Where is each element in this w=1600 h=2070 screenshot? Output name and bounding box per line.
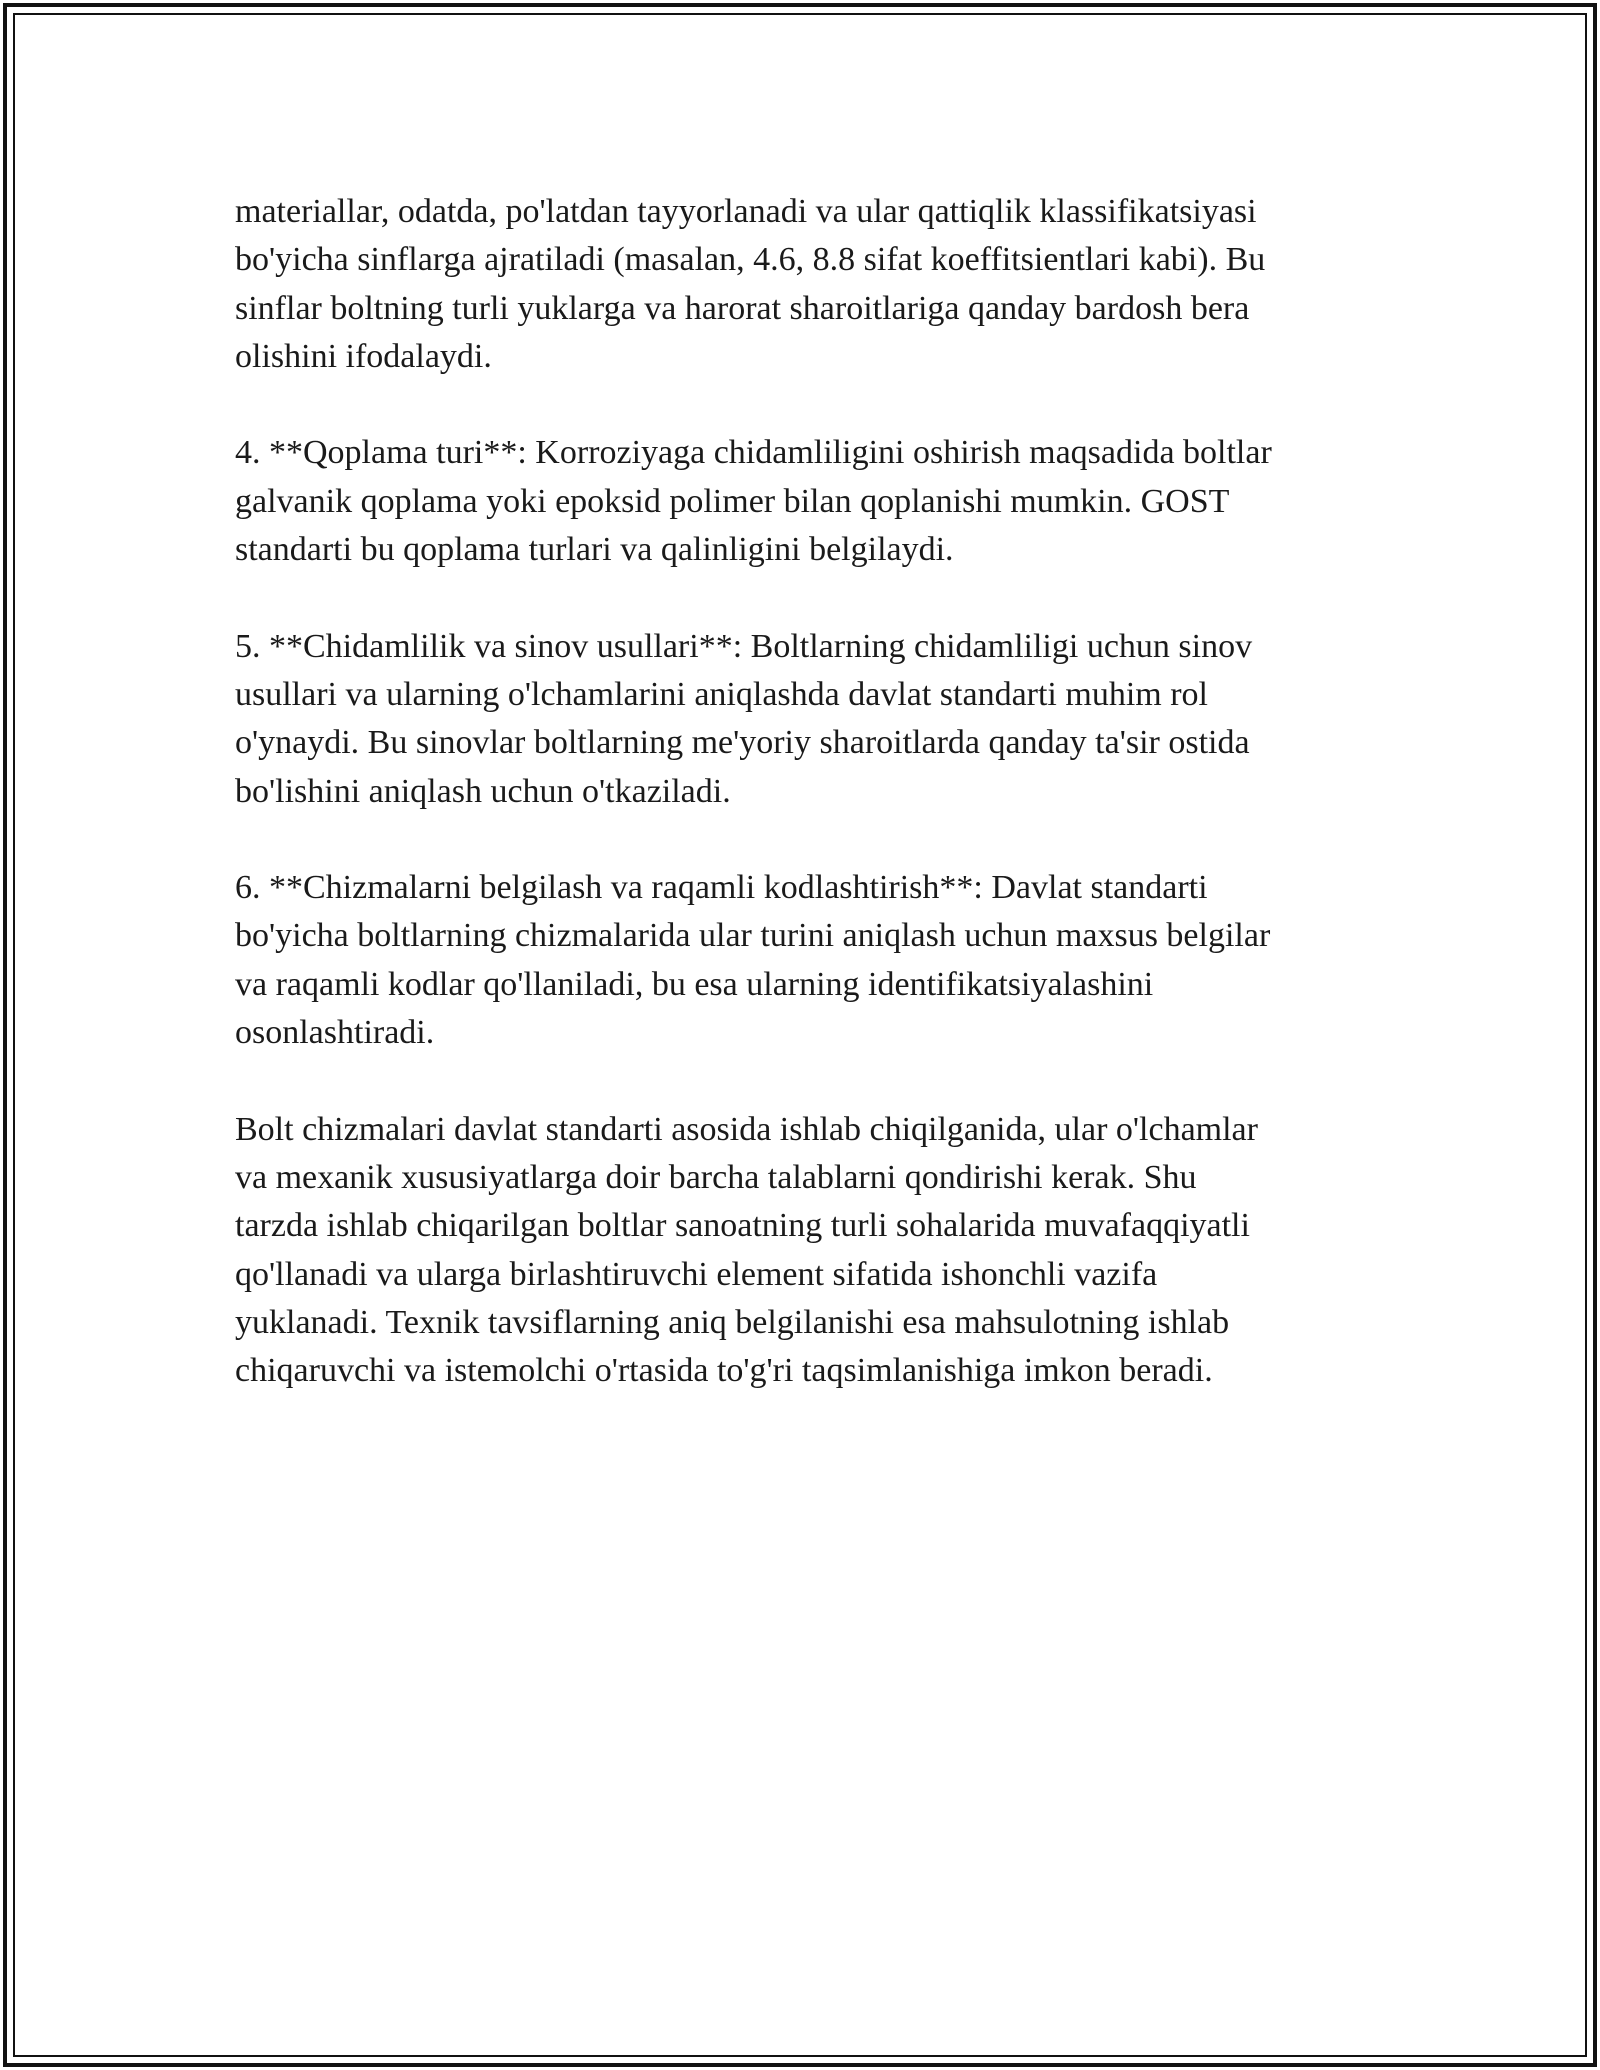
text-line: va mexanik xususiyatlarga doir barcha talablarni qondirishi kerak. Shu (235, 1158, 1197, 1196)
text-line: qo'llanadi va ularga birlashtiruvchi element sifatida ishonchli vazifa (235, 1255, 1158, 1293)
text-line: chiqaruvchi va istemolchi o'rtasida to'g'ri taqsimlanishiga imkon beradi. (235, 1352, 1213, 1390)
paragraph-drawing-marking (235, 864, 1375, 1057)
text-line: galvanik qoplama yoki epoksid polimer bilan qoplanishi mumkin. GOST (235, 482, 1230, 520)
text-line: bo'yicha boltlarning chizmalarida ular turini aniqlash uchun maxsus belgilar (235, 917, 1271, 955)
text-line: materiallar, odatda, po'latdan tayyorlanadi va ular qattiqlik klassifikatsiyasi (235, 193, 1257, 230)
text-line: Bolt chizmalari davlat standarti asosida ishlab chiqilganida, ular o'lchamlar (235, 1110, 1258, 1148)
text-line: o'ynaydi. Bu sinovlar boltlarning me'yoriy sharoitlarda qanday ta'sir ostida (235, 724, 1250, 762)
text-line: 5. **Chidamlilik va sinov usullari**: Boltlarning chidamliligi uchun sinov (235, 627, 1253, 665)
text-line: va raqamli kodlar qo'llaniladi, bu esa ularning identifikatsiyalashini (235, 965, 1154, 1003)
paragraph-coating-type (235, 429, 1375, 574)
text-line: standarti bu qoplama turlari va qalinligini belgilaydi. (235, 531, 954, 569)
paragraph-durability-testing (235, 623, 1375, 816)
text-line: 6. **Chizmalarni belgilash va raqamli kodlashtirish**: Davlat standarti (235, 869, 1208, 907)
text-line: bo'lishini aniqlash uchun o'tkaziladi. (235, 772, 731, 810)
document-body (235, 188, 1375, 1395)
paragraph-material-classes (235, 188, 1375, 381)
text-line: osonlashtiradi. (235, 1014, 435, 1052)
paragraph-conclusion (235, 1106, 1375, 1396)
text-line: bo'yicha sinflarga ajratiladi (masalan, 4.6, 8.8 sifat koeffitsientlari kabi). Bu (235, 241, 1266, 279)
text-line: tarzda ishlab chiqarilgan boltlar sanoatning turli sohalarida muvafaqqiyatli (235, 1207, 1250, 1245)
text-line: usullari va ularning o'lchamlarini aniqlashda davlat standarti muhim rol (235, 675, 1208, 713)
text-line: 4. **Qoplama turi**: Korroziyaga chidamliligini oshirish maqsadida boltlar (235, 434, 1272, 472)
text-line: sinflar boltning turli yuklarga va harorat sharoitlariga qanday bardosh bera (235, 289, 1250, 327)
text-line: olishini ifodalaydi. (235, 337, 492, 375)
text-line: yuklanadi. Texnik tavsiflarning aniq belgilanishi esa mahsulotning ishlab (235, 1303, 1230, 1341)
